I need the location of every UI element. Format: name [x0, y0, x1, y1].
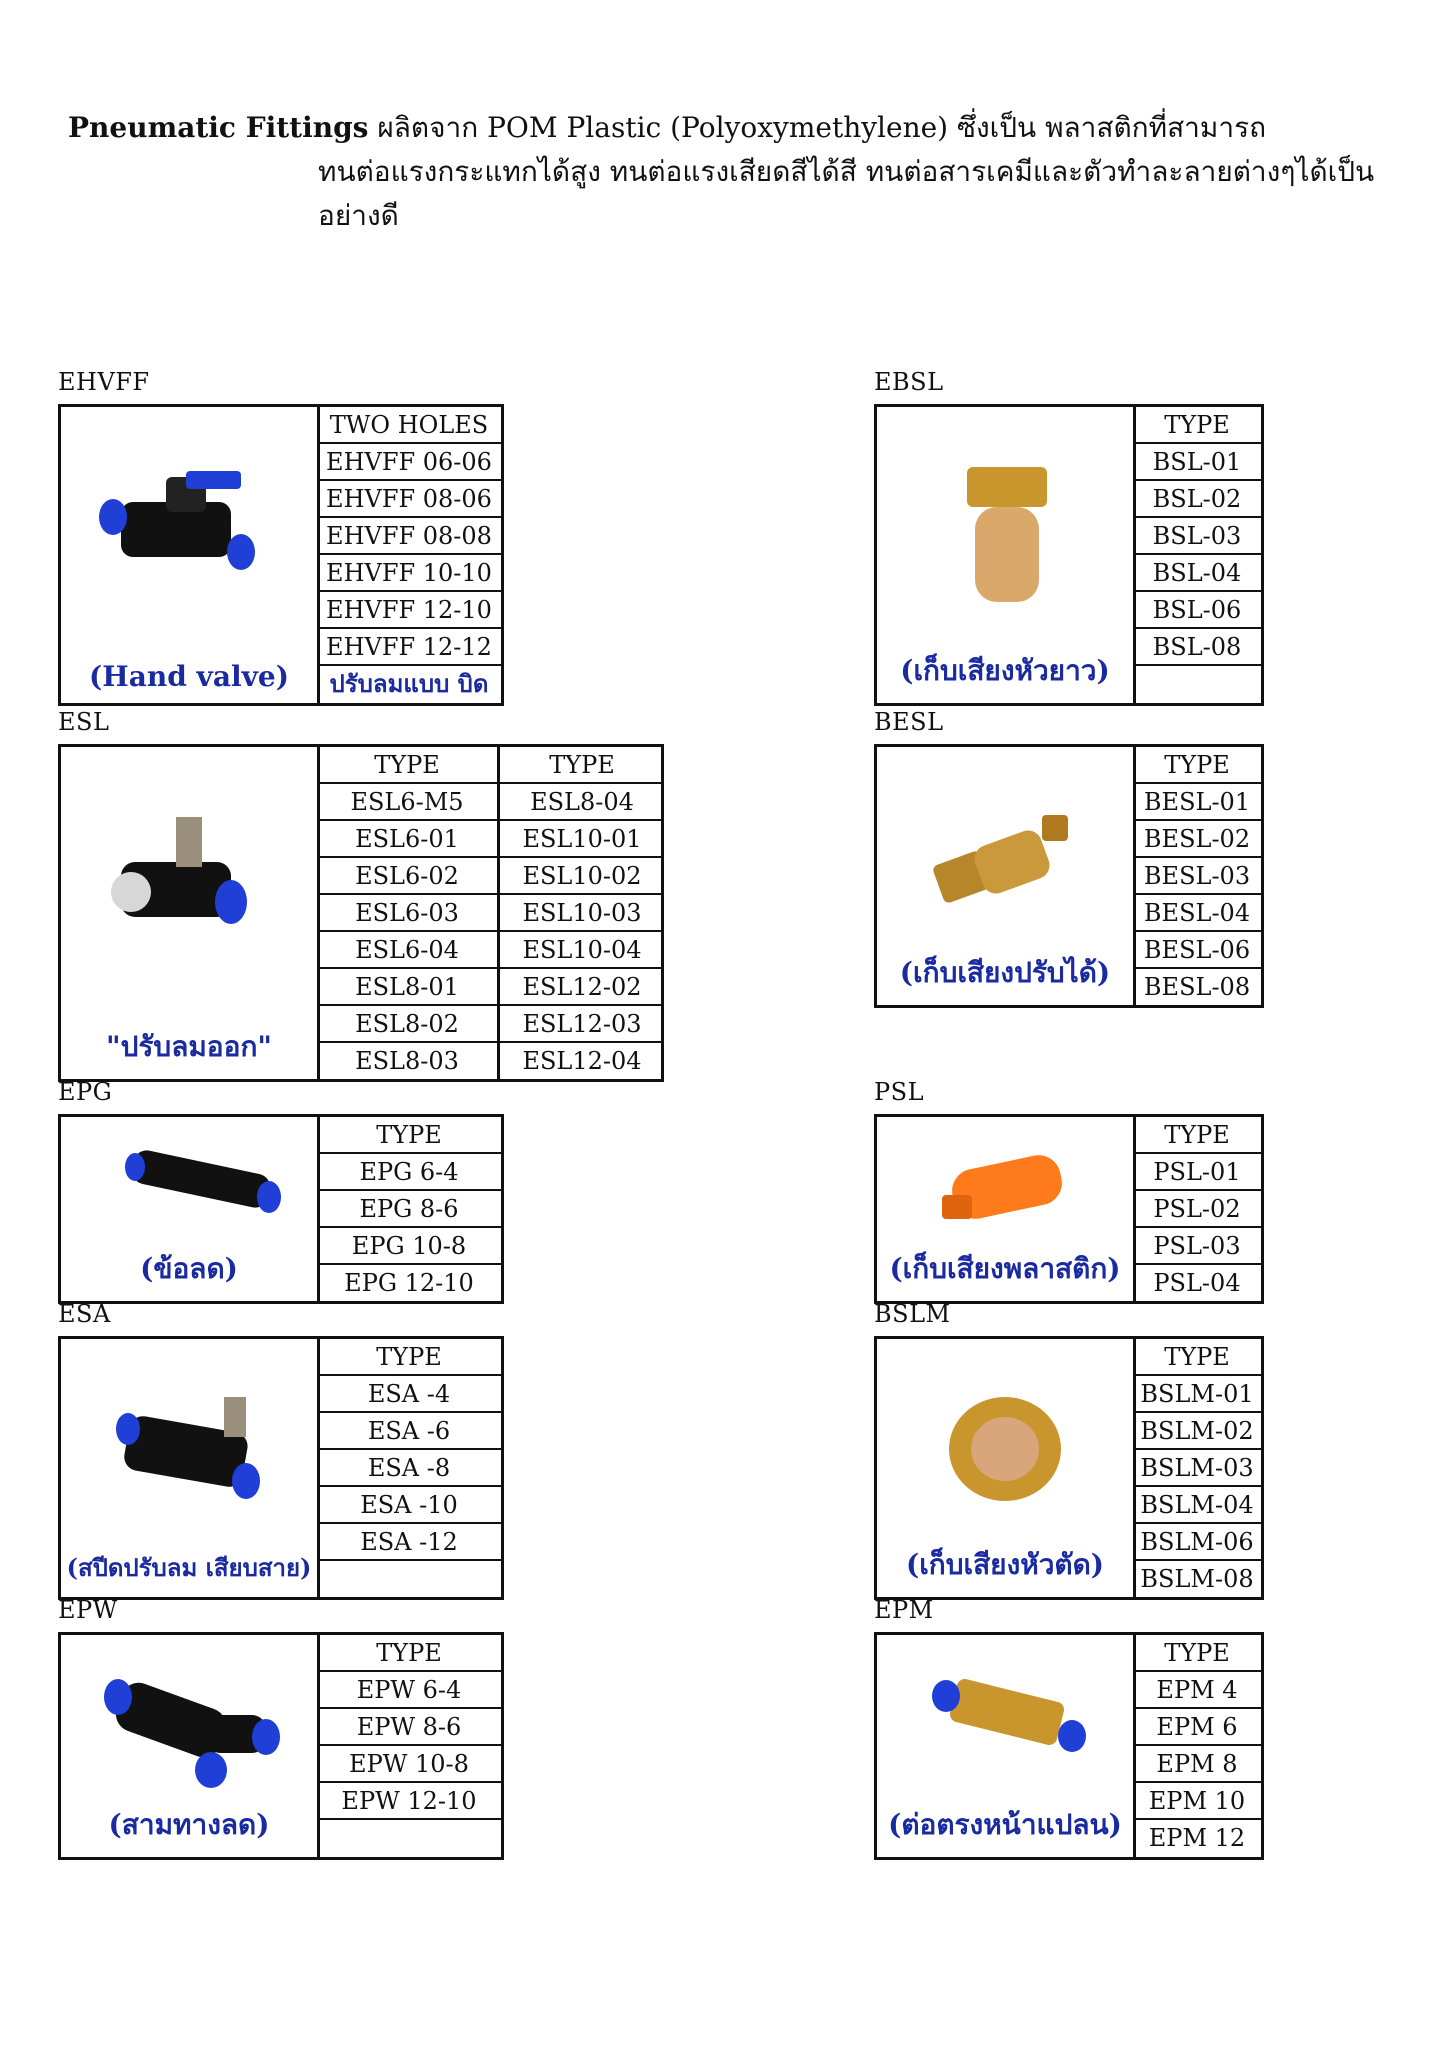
- product-box: [874, 1632, 1264, 1860]
- image-cell: [877, 1635, 1136, 1857]
- caption: (สปีดปรับลม เสียบสาย): [66, 1553, 312, 1582]
- section-label: PSL: [874, 1078, 925, 1106]
- table-row: ESL10-02: [500, 858, 664, 895]
- table-row: PSL-03: [1133, 1228, 1261, 1265]
- caption: (เก็บเสียงพลาสติก): [889, 1252, 1121, 1285]
- table-row: BSL-02: [1133, 481, 1261, 518]
- table-row: EPW 12-10: [317, 1783, 501, 1820]
- table-row: PSL-01: [1133, 1154, 1261, 1191]
- table-row: BESL-02: [1133, 821, 1261, 858]
- image-cell: [61, 1339, 320, 1597]
- table-row: ESL10-01: [500, 821, 664, 858]
- caption: (ข้อลด): [140, 1252, 238, 1285]
- section-label: BSLM: [874, 1300, 951, 1328]
- intro-line-1-rest: ผลิตจาก POM Plastic (Polyoxymethylene) ซึ่งเป็น พลาสติกที่สามารถ: [377, 111, 1267, 144]
- table-row: TYPE: [500, 747, 664, 784]
- y-reducer-image: [96, 1675, 296, 1795]
- table-row: BSLM-02: [1133, 1413, 1261, 1450]
- product-box: [58, 1114, 504, 1304]
- table-row: EPW 8-6: [317, 1709, 501, 1746]
- image-cell: [61, 407, 320, 703]
- caption: "ปรับลมออก": [106, 1030, 272, 1063]
- table-row: BSL-04: [1133, 555, 1261, 592]
- image-cell: [877, 1117, 1136, 1301]
- table-row: ESL10-03: [500, 895, 664, 932]
- table-row: BSL-01: [1133, 444, 1261, 481]
- flat-silencer-image: [935, 1384, 1075, 1514]
- table-row: TYPE: [1133, 747, 1261, 784]
- product-box: [874, 1336, 1264, 1600]
- table-row: BESL-06: [1133, 932, 1261, 969]
- caption: (เก็บเสียงหัวยาว): [900, 654, 1110, 687]
- table-row: ESL8-03: [355, 1047, 459, 1075]
- plastic-silencer-image: [932, 1147, 1082, 1237]
- table-row: EHVFF 08-08: [317, 518, 501, 555]
- speed-controller-image: [101, 807, 281, 957]
- table-row: BSLM-04: [1133, 1487, 1261, 1524]
- section-label: BESL: [874, 708, 944, 736]
- table-row: ESA -8: [317, 1450, 501, 1487]
- table-row: ESA -4: [317, 1376, 501, 1413]
- section-label: EPW: [58, 1596, 118, 1624]
- table-row: EPM 8: [1133, 1746, 1261, 1783]
- table-row: ESL8-02: [317, 1006, 497, 1043]
- table-row: BESL-01: [1133, 784, 1261, 821]
- table-row: TYPE: [1133, 1635, 1261, 1672]
- table-row: TYPE: [1133, 407, 1261, 444]
- section-label: EPM: [874, 1596, 934, 1624]
- table-row: TYPE: [317, 1117, 501, 1154]
- table-row: EPW 6-4: [317, 1672, 501, 1709]
- intro-text: [68, 106, 1428, 238]
- type-table: [1133, 407, 1261, 703]
- intro-line-2: ทนต่อแรงกระแทกได้สูง ทนต่อแรงเสียดสีได้สี ทนต่อสารเคมีและตัวทำละลายต่างๆได้เป็นอย่างดี: [318, 155, 1375, 232]
- table-row: EPM 10: [1133, 1783, 1261, 1820]
- table-row: TWO HOLES: [317, 407, 501, 444]
- table-row: ESL6-M5: [317, 784, 497, 821]
- type-table: [1133, 1117, 1261, 1302]
- caption: (สามทางลด): [108, 1808, 270, 1841]
- table-row: EPM 4: [1133, 1672, 1261, 1709]
- table-row: [317, 1820, 501, 1857]
- section-label: ESA: [58, 1300, 111, 1328]
- table-row: BSLM-03: [1133, 1450, 1261, 1487]
- image-cell: [61, 747, 320, 1079]
- table-row: ESL8-01: [317, 969, 497, 1006]
- table-row: EPM 6: [1133, 1709, 1261, 1746]
- caption: (เก็บเสียงปรับได้): [899, 956, 1111, 989]
- section-label: EHVFF: [58, 368, 150, 396]
- table-row: EPM 12: [1148, 1824, 1246, 1852]
- table-row: BSL-03: [1133, 518, 1261, 555]
- product-box: [58, 744, 664, 1082]
- table-row: BSL-08: [1133, 629, 1261, 666]
- table-row: BSLM-08: [1140, 1565, 1254, 1593]
- caption: (เก็บเสียงหัวตัด): [905, 1548, 1105, 1581]
- table-row: BESL-03: [1133, 858, 1261, 895]
- table-row: EPG 12-10: [344, 1269, 474, 1297]
- type-table: [1133, 1635, 1261, 1857]
- reducer-image: [121, 1147, 281, 1227]
- image-cell: [61, 1117, 320, 1301]
- type-table-col-2: [497, 747, 664, 1080]
- type-table: [1133, 747, 1261, 1006]
- product-box: [874, 744, 1264, 1008]
- table-row: ESL6-02: [317, 858, 497, 895]
- table-row: ESL8-04: [500, 784, 664, 821]
- image-cell: [877, 1339, 1136, 1597]
- table-row: TYPE: [317, 1339, 501, 1376]
- type-table: [317, 407, 501, 703]
- table-row: TYPE: [1133, 1117, 1261, 1154]
- table-row: TYPE: [317, 1635, 501, 1672]
- table-row: ESL6-04: [317, 932, 497, 969]
- hand-valve-image: [91, 457, 291, 607]
- table-row: EHVFF 06-06: [317, 444, 501, 481]
- table-row: ESA -10: [317, 1487, 501, 1524]
- product-box: [58, 404, 504, 706]
- product-box: [874, 1114, 1264, 1304]
- table-row: BSL-06: [1133, 592, 1261, 629]
- table-row: BESL-04: [1133, 895, 1261, 932]
- table-row: ESL10-04: [500, 932, 664, 969]
- brass-silencer-image: [937, 457, 1077, 627]
- caption: (Hand valve): [89, 660, 289, 693]
- type-table: [317, 1117, 501, 1302]
- bulkhead-union-image: [922, 1670, 1092, 1760]
- table-row: EHVFF 08-06: [317, 481, 501, 518]
- table-row: EPG 6-4: [317, 1154, 501, 1191]
- brand-name: Pneumatic Fittings: [68, 111, 369, 144]
- table-row: ESL6-03: [317, 895, 497, 932]
- table-row: ESL12-04: [522, 1047, 642, 1075]
- table-row: BSLM-06: [1133, 1524, 1261, 1561]
- table-row: BESL-08: [1143, 973, 1251, 1001]
- table-row: EHVFF 12-10: [317, 592, 501, 629]
- table-row: [317, 1561, 501, 1598]
- table-row: EPW 10-8: [317, 1746, 501, 1783]
- table-row: EPG 10-8: [317, 1228, 501, 1265]
- table-row: BSLM-01: [1133, 1376, 1261, 1413]
- intro-line-1: [68, 106, 1428, 150]
- type-table: [1133, 1339, 1261, 1598]
- section-label: ESL: [58, 708, 110, 736]
- table-row: PSL-02: [1133, 1191, 1261, 1228]
- table-row: EHVFF 12-12: [317, 629, 501, 666]
- table-row: ESA -12: [317, 1524, 501, 1561]
- type-table-col-1: [317, 747, 497, 1080]
- table-row: PSL-04: [1153, 1269, 1241, 1297]
- product-box: [58, 1632, 504, 1860]
- image-cell: [61, 1635, 320, 1857]
- product-box: [874, 404, 1264, 706]
- table-row: ESL6-01: [317, 821, 497, 858]
- image-cell: [877, 747, 1136, 1005]
- table-row: [1133, 666, 1261, 703]
- table-row: TYPE: [1133, 1339, 1261, 1376]
- inline-speed-controller-image: [106, 1389, 286, 1519]
- table-row: EPG 8-6: [317, 1191, 501, 1228]
- table-row: ESL12-03: [500, 1006, 664, 1043]
- table-row: ESL12-02: [500, 969, 664, 1006]
- caption: (ต่อตรงหน้าแปลน): [888, 1808, 1122, 1841]
- type-table: [317, 1339, 501, 1598]
- table-row: ESA -6: [317, 1413, 501, 1450]
- table-row: EHVFF 10-10: [317, 555, 501, 592]
- adjustable-silencer-image: [927, 807, 1087, 927]
- table-row: TYPE: [317, 747, 497, 784]
- image-cell: [877, 407, 1136, 703]
- section-label: EPG: [58, 1078, 113, 1106]
- product-box: [58, 1336, 504, 1600]
- table-row-note: ปรับลมแบบ บิด: [329, 669, 489, 698]
- section-label: EBSL: [874, 368, 944, 396]
- type-table: [317, 1635, 501, 1857]
